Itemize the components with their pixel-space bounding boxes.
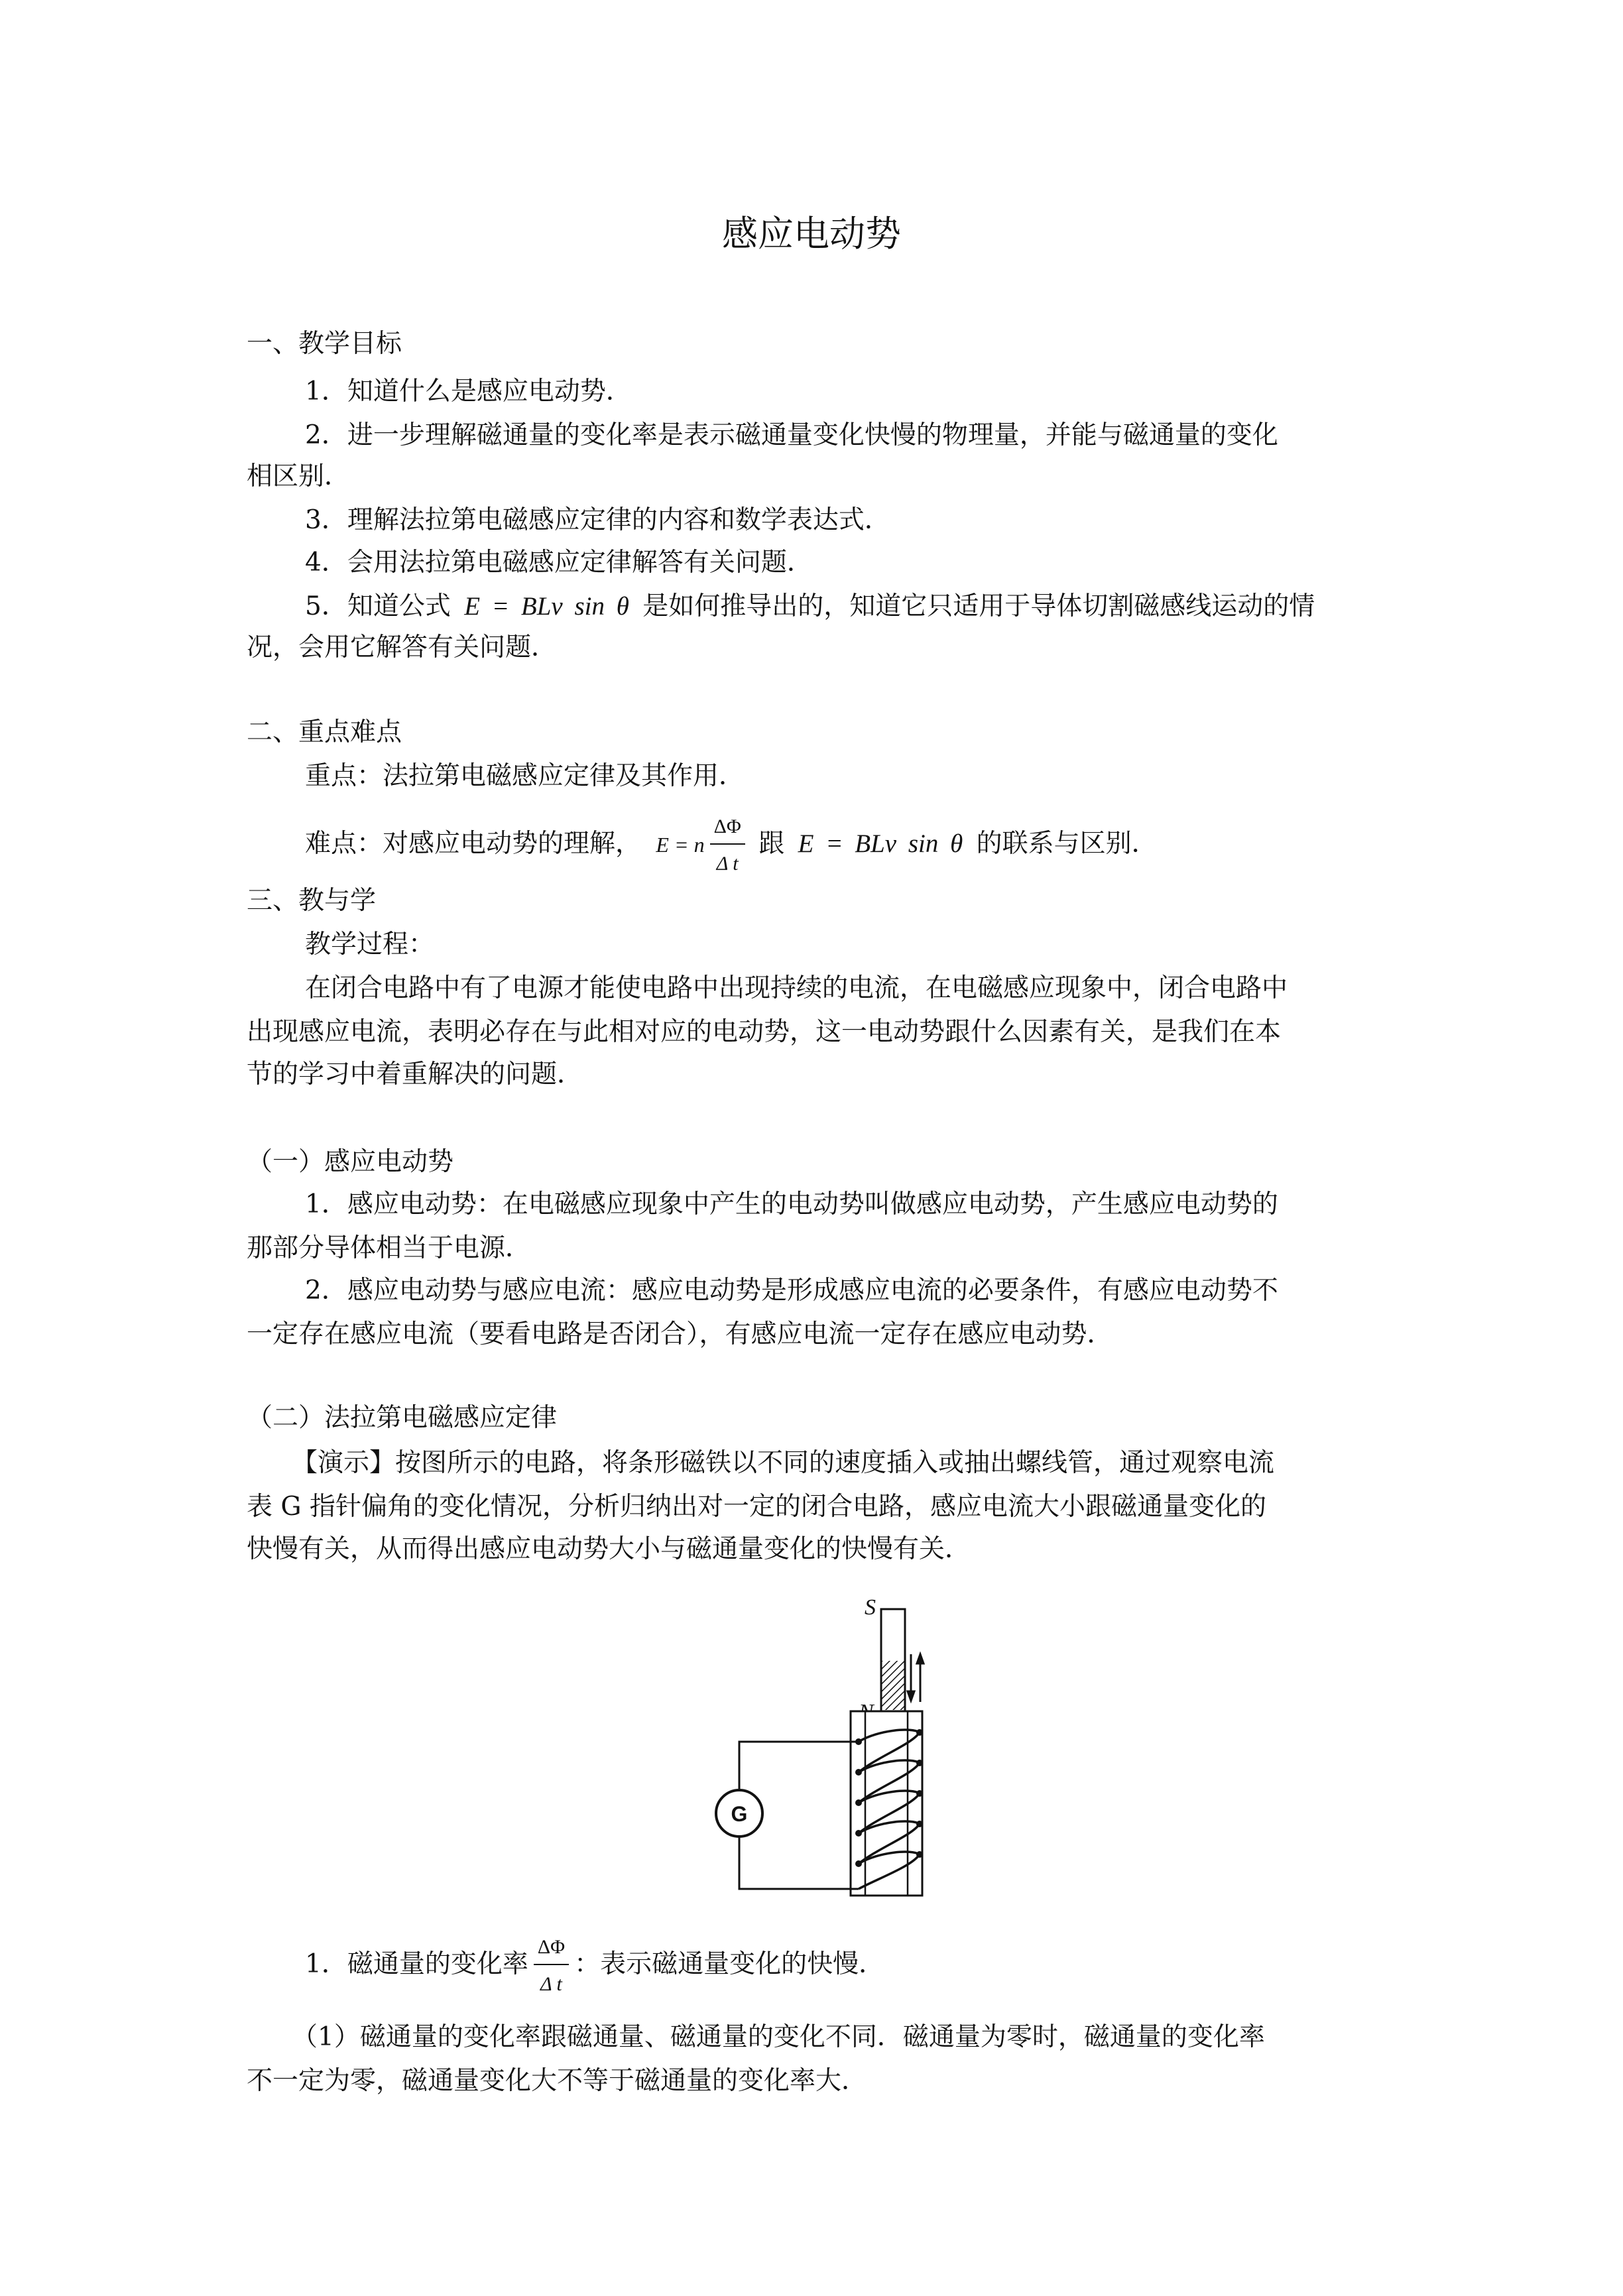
emf-definition-line-2: 那部分导体相当于电源．: [247, 1233, 532, 1263]
formula-faraday-lhs: E = n: [656, 833, 705, 857]
goal-item-3: 3．理解法拉第电磁感应定律的内容和数学表达式．: [305, 505, 890, 535]
formula-motional-emf: E = BLv sin θ: [464, 592, 629, 621]
process-label: 教学过程：: [305, 930, 435, 959]
page-title: 感应电动势: [722, 213, 901, 255]
difficult-point: [305, 808, 1158, 881]
goal-item-4: 4．会用法拉第电磁感应定律解答有关问题．: [305, 548, 813, 577]
point1-line-1: （1）磁通量的变化率跟磁通量、磁通量的变化不同．磁通量为零时，磁通量的变化率: [292, 2022, 1265, 2052]
label-galvanometer: G: [731, 1802, 748, 1826]
emf-current-line-1: 2．感应电动势与感应电流：感应电动势是形成感应电流的必要条件，有感应电动势不: [305, 1276, 1278, 1305]
emf-definition-line-1: 1．感应电动势：在电磁感应现象中产生的电动势叫做感应电动势，产生感应电动势的: [305, 1189, 1278, 1219]
intro-line-2: 出现感应电流，表明必存在与此相对应的电动势，这一电动势跟什么因素有关，是我们在本: [247, 1017, 1282, 1047]
goal-item-5-cont: 况，会用它解答有关问题．: [247, 633, 558, 662]
flux-rate-suffix: ：表示磁通量变化的快慢．: [574, 1949, 885, 1979]
section3-heading: 三、教与学: [247, 886, 377, 916]
point1-line-2: 不一定为零，磁通量变化大不等于磁通量的变化率大．: [247, 2066, 868, 2096]
intro-line-1: 在闭合电路中有了电源才能使电路中出现持续的电流，在电磁感应现象中，闭合电路中: [305, 973, 1288, 1003]
difficult-suffix: 的联系与区别．: [976, 829, 1158, 859]
goal-item-5-suffix: 是如何推导出的，知道它只适用于导体切割磁感线运动的情: [642, 591, 1315, 621]
fraction-numerator-2: ΔΦ: [534, 1935, 569, 1965]
difficult-prefix: 难点：对感应电动势的理解，: [305, 829, 642, 859]
subsection2-heading: （二）法拉第电磁感应定律: [247, 1403, 558, 1433]
goal-item-1: 1．知道什么是感应电动势．: [305, 377, 632, 406]
formula-motional-emf-2: E = BLv sin θ: [798, 829, 963, 858]
goal-item-5: [305, 590, 1315, 623]
section2-heading: 二、重点难点: [247, 717, 402, 747]
fraction-flux-rate-2: [534, 1935, 569, 1997]
galvanometer-icon: [716, 1790, 762, 1837]
demo-line-1: 【演示】按图所示的电路，将条形磁铁以不同的速度插入或抽出螺线管，通过观察电流: [292, 1448, 1275, 1478]
goal-item-5-prefix: 5．知道公式: [305, 591, 451, 621]
bar-magnet: [881, 1609, 905, 1711]
fraction-denominator-2: Δ t: [540, 1973, 562, 1995]
goal-item-2: 2．进一步理解磁通量的变化率是表示磁通量变化快慢的物理量，并能与磁通量的变化: [305, 420, 1278, 450]
difficult-mid: 跟: [758, 829, 785, 859]
circuit-figure: [699, 1588, 938, 1900]
demo-line-3: 快慢有关，从而得出感应电动势大小与磁通量变化的快慢有关．: [247, 1534, 971, 1564]
solenoid: [851, 1711, 923, 1896]
demo-line-2: 表 G 指针偏角的变化情况，分析归纳出对一定的闭合电路，感应电流大小跟磁通量变化的: [247, 1492, 1266, 1522]
emf-current-line-2: 一定存在感应电流（要看电路是否闭合），有感应电流一定存在感应电动势．: [247, 1319, 1113, 1349]
subsection1-heading: （一）感应电动势: [247, 1147, 454, 1177]
fraction-denominator: Δ t: [716, 853, 739, 875]
section1-heading: 一、教学目标: [247, 329, 402, 359]
fraction-flux-rate: [710, 814, 745, 876]
flux-rate-line: [305, 1928, 884, 2001]
intro-line-3: 节的学习中着重解决的问题．: [247, 1059, 583, 1089]
flux-rate-prefix: 1．磁通量的变化率: [305, 1949, 528, 1979]
motion-arrows-icon: [908, 1654, 924, 1702]
key-point: 重点：法拉第电磁感应定律及其作用．: [305, 761, 745, 791]
goal-item-2-cont: 相区别．: [247, 461, 351, 491]
label-s-pole: S: [865, 1595, 876, 1620]
fraction-numerator: ΔΦ: [710, 814, 745, 845]
